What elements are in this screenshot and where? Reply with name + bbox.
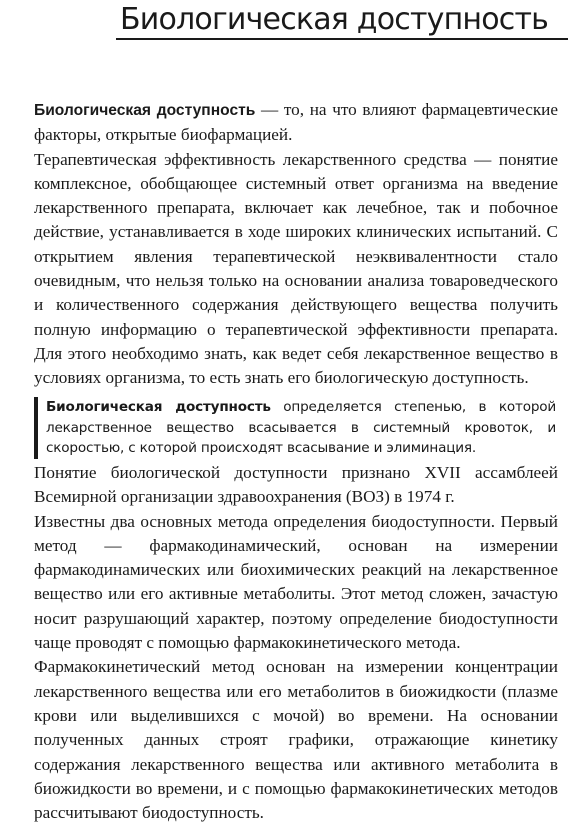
term-bioavailability: Биологическая доступность bbox=[34, 102, 256, 119]
paragraph-therapeutic-efficacy: Терапевтическая эффективность лекарственного средства — понятие комплексное, обобщающее системный ответ организма на введение лекарственного препарата, включает как лечебное, так и побочное действие, устанавливается в ходе широких клинических испытаний. С открытием явления терапевтической неэквивалентности стало очевидным, что нельзя только на основании анализа товароведческого и количественного содержания действующего вещества получить полную информацию о терапевтической эффективности препарата. Для этого необходимо знать, как ведет себя лекарственное вещество в условиях организма, то есть знать его биологическую доступность. bbox=[34, 149, 558, 388]
page-title: Биологическая доступность bbox=[116, 2, 568, 40]
text-block-top bbox=[34, 98, 558, 391]
callout-text: определяется степенью, в которой лекарственное вещество всасывается в системный кровоток, и скоростью, с которой происходят всасывание и элиминация. bbox=[46, 399, 556, 456]
callout-term: Биологическая доступность bbox=[46, 399, 271, 415]
callout-box bbox=[34, 397, 556, 459]
definition-text: — то, на что влияют фармацевтические факторы, открытые биофармацией. bbox=[34, 100, 558, 145]
paragraph-methods: Известны два основных метода определения биодоступности. Первый метод — фармакодинамический, основан на измерении фармакодинамических или биохимических реакций на лекарственное вещество или его активные метаболиты. Этот метод сложен, зачастую носит разрушающий характер, поэтому определение биодоступности чаще проводят с помощью фармакокинетического метода. bbox=[34, 511, 558, 653]
paragraph-pharmacokinetic: Фармакокинетический метод основан на измерении концентрации лекарственного вещества или его метаболитов в биожидкости (плазме крови или выделившихся с мочой) во времени. На основании полученных данных строят графики, отражающие кинетику содержания лекарственного вещества или активного метаболита в биожидкости во времени, и с помощью фармакокинетических методов рассчитывают биодоступность. bbox=[34, 657, 558, 823]
paragraph-definition bbox=[34, 98, 558, 148]
paragraph-who-recognition: Понятие биологической доступности признано XVII ассамблеей Всемирной организации здравоохранения (ВОЗ) в 1974 г. bbox=[34, 463, 558, 507]
text-block-bottom bbox=[34, 461, 558, 825]
